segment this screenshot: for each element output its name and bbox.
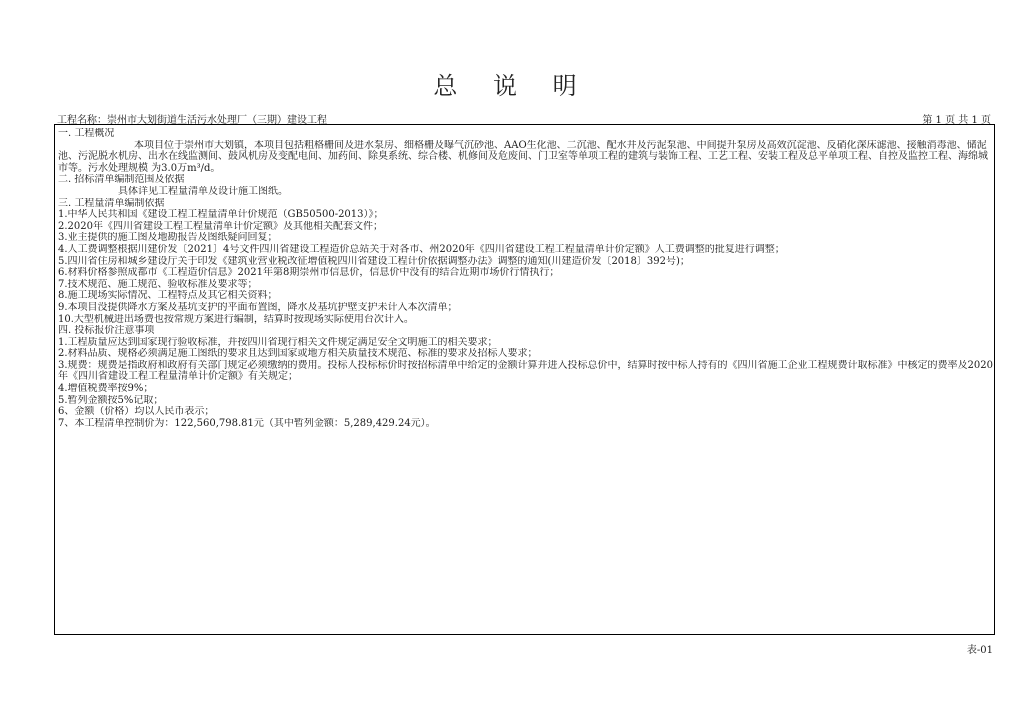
section-heading-4: 四. 投标报价注意事项 xyxy=(58,325,155,337)
basis-item: 7.技术规范、施工规范、验收标准及要求等； xyxy=(58,278,258,290)
basis-item: 10.大型机械进出场费也按常规方案进行编制，结算时按现场实际使用台次计入。 xyxy=(58,313,414,325)
bid-note: 2.材料品质、规格必须满足施工图纸的要求且达到国家或地方相关质量技术规范、标准的要求及招标人要求； xyxy=(58,348,538,360)
bid-note: 1.工程质量应达到国家现行验收标准，并按四川省现行相关文件规定满足安全文明施工的相关要求； xyxy=(58,336,498,348)
section-heading-2: 二. 招标清单编制范围及依据 xyxy=(58,174,185,186)
description-body xyxy=(58,128,993,429)
basis-item: 8.施工现场实际情况、工程特点及其它相关资料； xyxy=(58,290,278,302)
bid-note: 3.规费：规费是指政府和政府有关部门规定必须缴纳的费用。投标人投标标价时按招标清单中给定的金额计算并进入投标总价中，结算时按中标人持有的《四川省施工企业工程规费计取标准》中核定的费率及2020年《四川省建设工程工程量清单计价定额》有关规定； xyxy=(58,359,993,383)
basis-item: 3.业主提供的施工图及地勘报告及图纸疑问回复； xyxy=(58,232,278,244)
overview-paragraph: 本项目位于崇州市大划镇，本项目包括粗格栅间及进水泵房、细格栅及曝气沉砂池、AAO生化池、二沉池、配水井及污泥泵池、中间提升泵房及高效沉淀池、反硝化深床滤池、接触消毒池、储泥池、污泥脱水机房、出水在线监测间、鼓风机房及变配电间、加药间、除臭系统、综合楼、机修间及危废间、门卫室等单项工程的建筑与装饰工程、工艺工程、安装工程及总平单项工程、自控及监控工程、海绵城市等。污水处理规模 为3.0万m³/d。 xyxy=(58,139,988,174)
project-name: 工程名称：崇州市大划街道生活污水处理厂（三期）建设工程 xyxy=(57,115,327,126)
form-number: 表-01 xyxy=(966,645,993,656)
bid-note: 5.暂列金额按5%记取； xyxy=(58,394,164,406)
scope-text: 具体详见工程量清单及设计施工图纸。 xyxy=(118,185,288,197)
basis-item: 6.材料价格参照成都市《工程造价信息》2021年第8期崇州市信息价，信息价中没有的结合近期市场价行情执行； xyxy=(58,267,560,279)
section-heading-1: 一. 工程概况 xyxy=(58,128,115,139)
basis-item: 9.本项目没提供降水方案及基坑支护的平面布置图，降水及基坑护壁支护未计入本次清单； xyxy=(58,301,458,313)
bid-note: 6、金额（价格）均以人民币表示； xyxy=(58,406,215,418)
bid-note: 4.增值税费率按9%； xyxy=(58,383,154,395)
section-heading-3: 三. 工程量清单编制依据 xyxy=(58,197,165,209)
basis-item: 2.2020年《四川省建设工程工程量清单计价定额》及其他相关配套文件； xyxy=(58,220,383,232)
page-number: 第 1 页 共 1 页 xyxy=(922,115,991,126)
bid-note-total: 7、本工程清单控制价为：122,560,798.81元（其中暂列金额：5,289,429.24元）。 xyxy=(58,417,436,429)
basis-item: 5.四川省住房和城乡建设厅关于印发《建筑业营业税改征增值税四川省建设工程计价依据调整办法》调整的通知(川建造价发〔2018〕392号)； xyxy=(58,255,690,267)
basis-item: 1.中华人民共和国《建设工程工程量清单计价规范（GB50500-2013）》； xyxy=(58,209,384,221)
basis-item: 4.人工费调整根据川建价发〔2021〕4号文件四川省建设工程造价总站关于对各市、州2020年《四川省建设工程工程量清单计价定额》人工费调整的批复进行调整； xyxy=(58,243,785,255)
page-title: 总 说 明 xyxy=(433,72,591,100)
